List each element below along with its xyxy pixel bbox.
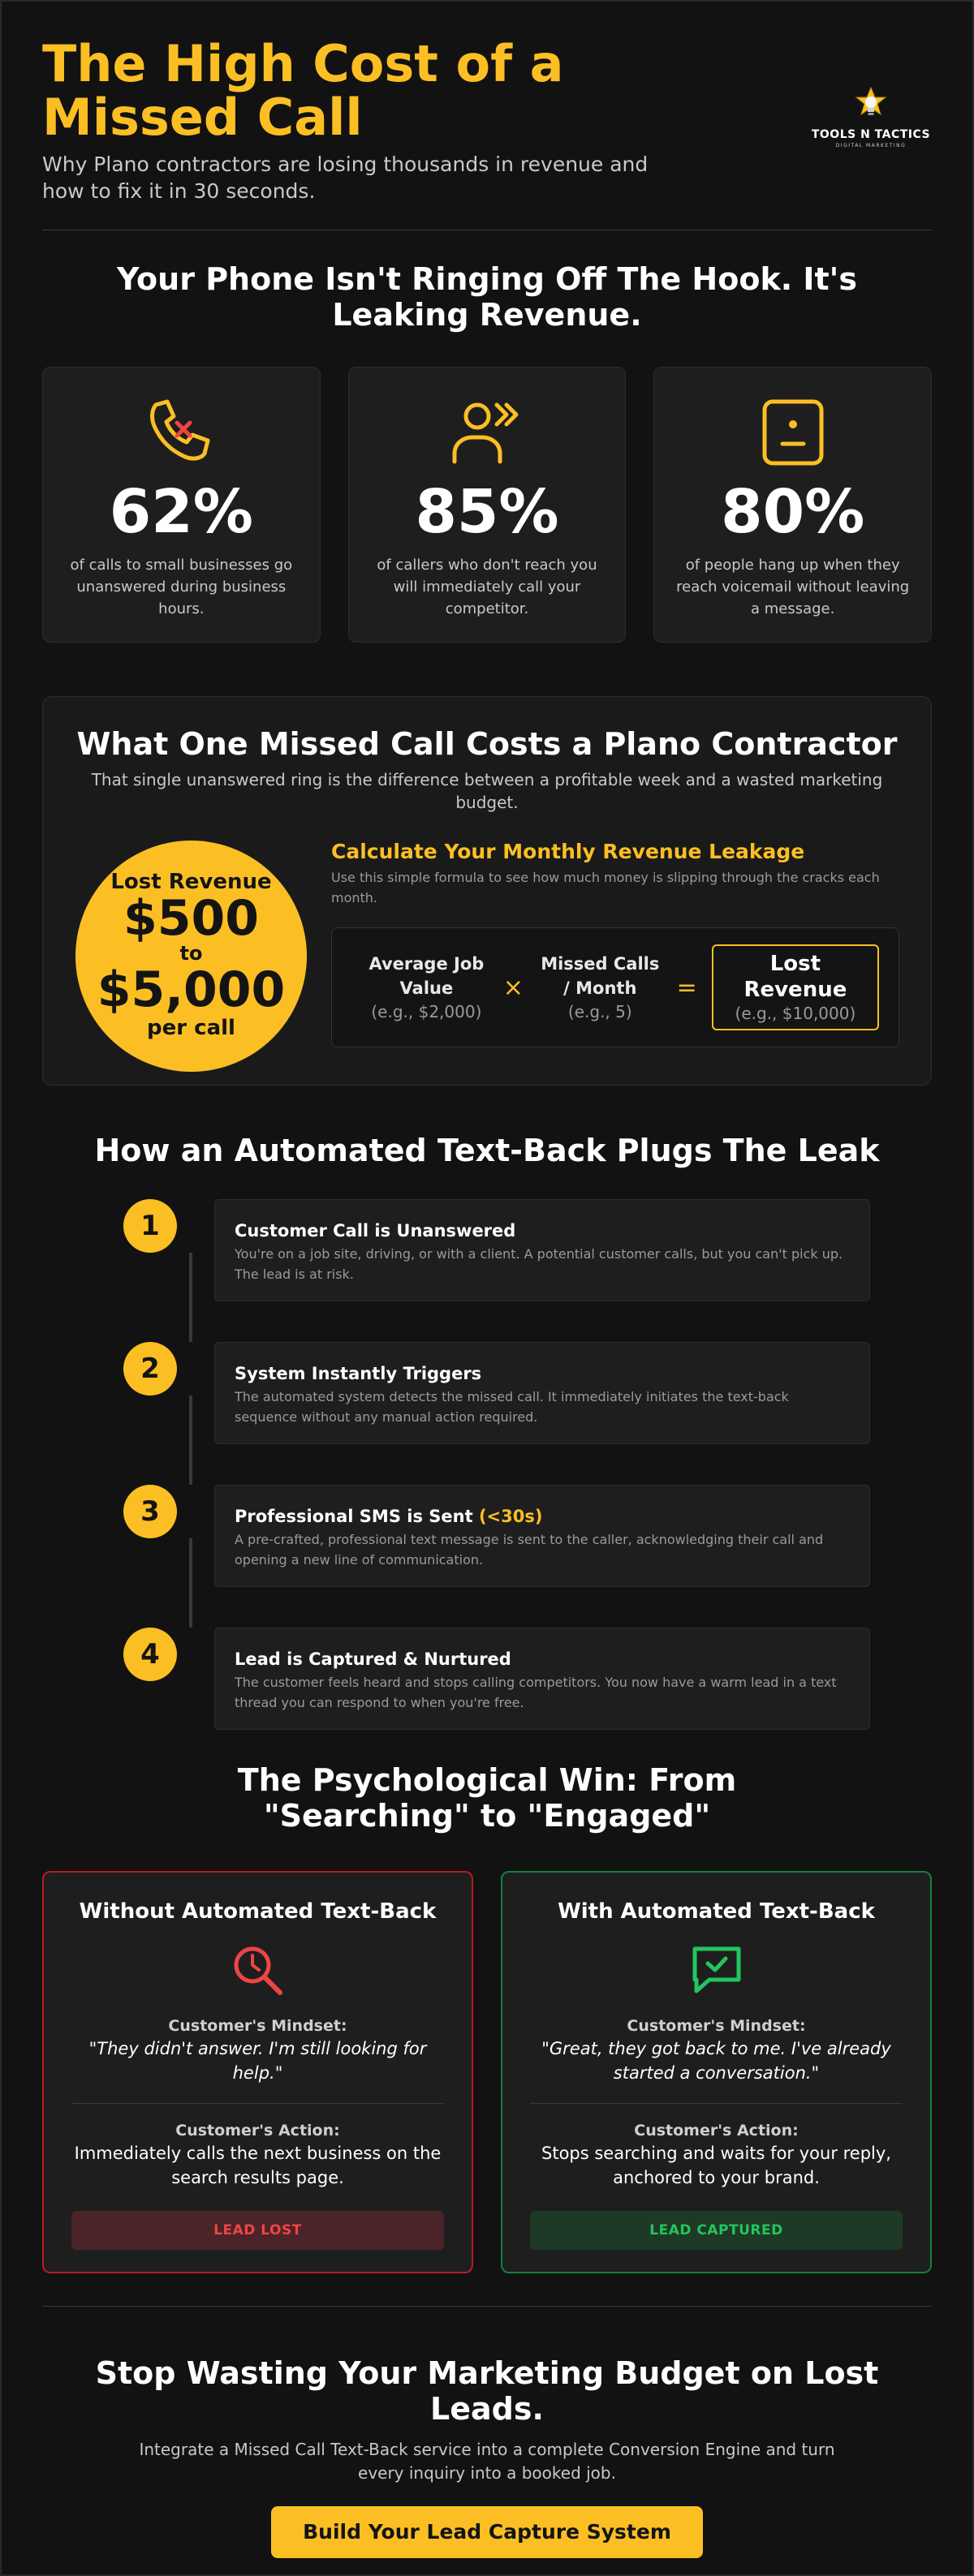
star-lightbulb-icon (810, 86, 932, 125)
step-card (214, 1342, 870, 1444)
step-number: 3 (123, 1485, 177, 1538)
step-connector (189, 1253, 192, 1342)
step-number: 1 (123, 1199, 177, 1253)
cost-title: What One Missed Call Costs a Plano Contractor (76, 726, 898, 762)
lead-lost-badge: LEAD LOST (71, 2211, 444, 2250)
stats-heading: Your Phone Isn't Ringing Off The Hook. It's Leaking Revenue. (117, 261, 857, 333)
lead-captured-badge: LEAD CAPTURED (530, 2211, 903, 2250)
mindset-label: Customer's Mindset: (168, 2017, 347, 2035)
psychology-heading: The Psychological Win: From "Searching" to "Engaged" (237, 1762, 737, 1834)
circle-low-value: $500 (123, 890, 259, 947)
step-title (235, 1505, 850, 1528)
stat-text: of people hang up when they reach voicemail without leaving a message. (676, 557, 910, 617)
circle-label: Lost Revenue (110, 870, 272, 894)
stat-card (348, 367, 627, 643)
step-description: You're on a job site, driving, or with a client. A potential customer calls, but you can't pick up. The lead is at risk. (235, 1246, 843, 1282)
step-connector (189, 1538, 192, 1628)
calculator-title: Calculate Your Monthly Revenue Leakage (331, 840, 805, 863)
step-connector (189, 1396, 192, 1485)
divider (71, 2103, 444, 2104)
step-number: 4 (123, 1628, 177, 1681)
action-text: Stops searching and waits for your reply, anchored to your brand. (541, 2144, 891, 2187)
cost-subtitle: That single unanswered ring is the difference between a profitable week and a wasted marketing budget. (91, 770, 883, 812)
logo-tagline: DIGITAL MARKETING (835, 143, 907, 148)
step-title-text: Lead is Captured & Nurtured (235, 1649, 511, 1669)
header (42, 2, 932, 230)
cta-title: Stop Wasting Your Marketing Budget on Lost Leads. (95, 2355, 879, 2427)
stat-text: of callers who don't reach you will immediately call your competitor. (377, 557, 597, 617)
process-step (123, 1628, 932, 1730)
card-title: With Automated Text-Back (558, 1899, 875, 1924)
stats-row (42, 367, 932, 643)
calculator-subtitle: Use this simple formula to see how much money is slipping through the cracks each month. (331, 870, 880, 905)
step-card (214, 1199, 870, 1301)
mindset-quote: "Great, they got back to me. I've already started a conversation." (541, 2039, 891, 2083)
step-title (235, 1648, 850, 1671)
process-steps (42, 1199, 932, 1730)
formula-example: (e.g., $2,000) (371, 1002, 482, 1021)
process-step (123, 1485, 932, 1628)
step-title (235, 1219, 850, 1242)
action-label: Customer's Action: (175, 2122, 340, 2139)
with-textback-card (501, 1871, 932, 2273)
comparison-row (42, 1871, 932, 2273)
formula-label: Missed Calls / Month (541, 954, 660, 998)
formula-result-label: Lost Revenue (743, 952, 847, 1002)
step-card (214, 1628, 870, 1730)
call-to-action (42, 2306, 932, 2558)
voicemail-device-icon (654, 395, 931, 468)
page-title: The High Cost of a Missed Call (42, 34, 564, 147)
process-step (123, 1199, 932, 1342)
equals-operator: = (676, 973, 697, 1002)
step-title-text: System Instantly Triggers (235, 1364, 482, 1383)
phone-missed-icon (43, 395, 320, 468)
stat-value: 62% (109, 477, 253, 547)
formula-label: Average Job Value (368, 954, 485, 998)
stat-card (42, 367, 321, 643)
page-subtitle: Why Plano contractors are losing thousands in revenue and how to fix it in 30 seconds. (42, 153, 649, 203)
formula-term-missed-calls (538, 952, 662, 1023)
formula-result (712, 944, 879, 1030)
divider (530, 2103, 903, 2104)
formula-term-job-value (364, 952, 489, 1023)
circle-per: per call (147, 1016, 235, 1040)
missed-call-cost-panel (42, 696, 932, 1086)
header-text (42, 34, 740, 204)
message-check-icon (530, 1942, 903, 1999)
circle-to: to (179, 942, 203, 965)
process-step (123, 1342, 932, 1485)
mindset-label: Customer's Mindset: (627, 2017, 806, 2035)
users-forward-icon (349, 395, 626, 468)
step-number: 2 (123, 1342, 177, 1396)
cost-body (75, 840, 899, 1072)
step-card (214, 1485, 870, 1587)
multiply-operator: × (502, 973, 524, 1002)
step-title-text: Customer Call is Unanswered (235, 1221, 516, 1241)
card-title: Without Automated Text-Back (79, 1899, 437, 1924)
stat-value: 85% (415, 477, 559, 547)
stat-card (653, 367, 932, 643)
build-lead-capture-button[interactable]: Build Your Lead Capture System (271, 2506, 703, 2558)
step-description: A pre-crafted, professional text message is sent to the caller, acknowledging their call and opening a new line of communication. (235, 1532, 824, 1568)
search-clock-icon (71, 1942, 444, 1999)
without-textback-card (42, 1871, 473, 2273)
process-heading: How an Automated Text-Back Plugs The Leak (94, 1133, 880, 1168)
formula-example: (e.g., 5) (567, 1002, 632, 1021)
step-description: The customer feels heard and stops calling competitors. You now have a warm lead in a text thread you can respond to when you're free. (235, 1675, 837, 1710)
mindset-quote: "They didn't answer. I'm still looking for help." (88, 2039, 427, 2083)
action-label: Customer's Action: (634, 2122, 799, 2139)
stat-text: of calls to small businesses go unanswered during business hours. (70, 557, 293, 617)
revenue-calculator (331, 840, 899, 1047)
cta-subtitle: Integrate a Missed Call Text-Back service into a complete Conversion Engine and turn every inquiry into a booked job. (139, 2440, 835, 2483)
brand-logo[interactable] (810, 86, 932, 148)
logo-name: TOOLS N TACTICS (811, 128, 931, 141)
step-title (235, 1362, 850, 1385)
action-text: Immediately calls the next business on the search results page. (74, 2144, 442, 2187)
lost-revenue-circle (75, 841, 307, 1072)
circle-high-value: $5,000 (97, 961, 286, 1018)
stat-value: 80% (721, 477, 865, 547)
step-title-text: Professional SMS is Sent (235, 1507, 473, 1526)
formula-result-example: (e.g., $10,000) (735, 1004, 856, 1023)
formula-box (331, 927, 899, 1047)
step-time-accent: (<30s) (478, 1507, 543, 1526)
step-description: The automated system detects the missed call. It immediately initiates the text-back sequence without any manual action required. (235, 1389, 789, 1425)
